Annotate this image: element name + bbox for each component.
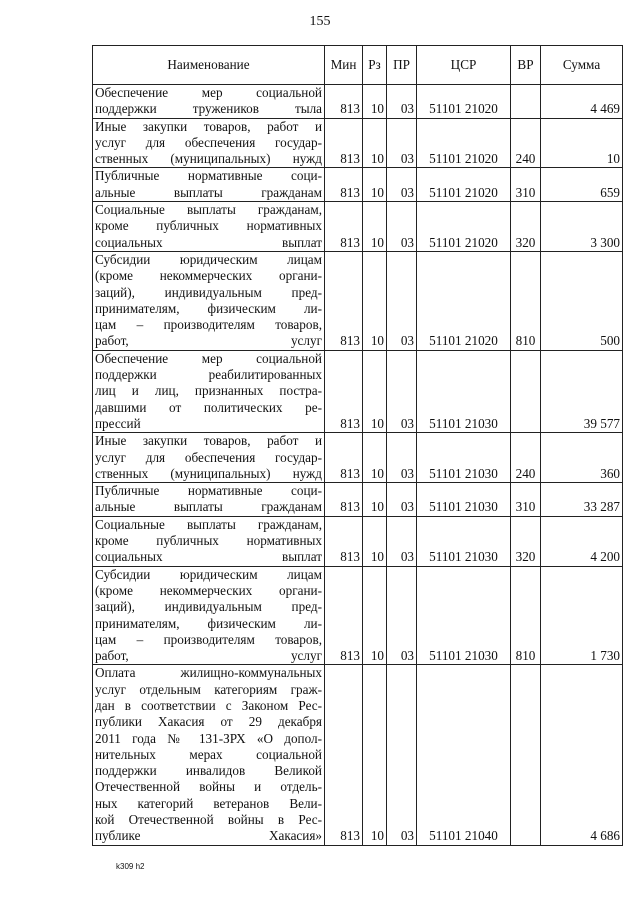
cell-sum: 39 577 xyxy=(541,350,623,432)
cell-pr: 03 xyxy=(387,251,417,350)
cell-name: Иные закупки товаров, работ и услуг для обеспечения государ- ственных (муниципальных) нужд xyxy=(93,118,325,168)
header-rz: Рз xyxy=(363,46,387,85)
cell-min: 813 xyxy=(325,118,363,168)
header-min: Мин xyxy=(325,46,363,85)
cell-pr: 03 xyxy=(387,483,417,517)
table-row xyxy=(93,516,623,566)
cell-rz: 10 xyxy=(363,350,387,432)
cell-csr: 51101 21020 xyxy=(417,202,511,252)
table-row xyxy=(93,118,623,168)
cell-vr xyxy=(511,85,541,119)
cell-rz: 10 xyxy=(363,516,387,566)
cell-vr: 310 xyxy=(511,168,541,202)
cell-vr: 240 xyxy=(511,118,541,168)
cell-rz: 10 xyxy=(363,118,387,168)
page-number: 155 xyxy=(309,14,331,29)
cell-name: Иные закупки товаров, работ и услуг для обеспечения государ- ственных (муниципальных) нужд xyxy=(93,433,325,483)
cell-min: 813 xyxy=(325,566,363,665)
table-row xyxy=(93,433,623,483)
cell-pr: 03 xyxy=(387,665,417,845)
cell-vr xyxy=(511,350,541,432)
cell-sum: 360 xyxy=(541,433,623,483)
cell-name: Обеспечение мер социальной поддержки реабилитированных лиц и лиц, признанных постра- давшими от политических ре- прессий xyxy=(93,350,325,432)
cell-csr: 51101 21030 xyxy=(417,433,511,483)
cell-rz: 10 xyxy=(363,433,387,483)
cell-vr xyxy=(511,665,541,845)
header-name: Наименование xyxy=(93,46,325,85)
cell-name: Субсидии юридическим лицам (кроме некоммерческих органи- заций), индивидуальным пред- принимателям, физическим ли- цам – производителям товаров, работ, услуг xyxy=(93,566,325,665)
cell-pr: 03 xyxy=(387,168,417,202)
cell-name: Оплата жилищно-коммунальных услуг отдельным категориям граж- дан в соответствии с Законом Рес- публики Хакасия от 29 декабря 2011 года № 131-ЗРХ «О допол- нительных мерах социальной поддержки инвалидов Великой Отечественной войны и отдель- ных категорий ветеранов Вели- кой Отечественной войны в Рес- публике Хакасия» xyxy=(93,665,325,845)
cell-pr: 03 xyxy=(387,433,417,483)
table-header-row xyxy=(93,46,623,85)
header-sum: Сумма xyxy=(541,46,623,85)
cell-min: 813 xyxy=(325,251,363,350)
cell-name: Социальные выплаты гражданам, кроме публичных нормативных социальных выплат xyxy=(93,516,325,566)
cell-vr: 810 xyxy=(511,566,541,665)
cell-rz: 10 xyxy=(363,566,387,665)
cell-sum: 4 469 xyxy=(541,85,623,119)
cell-pr: 03 xyxy=(387,350,417,432)
budget-table xyxy=(92,45,623,846)
cell-rz: 10 xyxy=(363,483,387,517)
cell-csr: 51101 21030 xyxy=(417,566,511,665)
table-row xyxy=(93,251,623,350)
cell-rz: 10 xyxy=(363,168,387,202)
table-row xyxy=(93,566,623,665)
cell-name: Социальные выплаты гражданам, кроме публичных нормативных социальных выплат xyxy=(93,202,325,252)
cell-sum: 10 xyxy=(541,118,623,168)
cell-rz: 10 xyxy=(363,251,387,350)
cell-sum: 500 xyxy=(541,251,623,350)
table-row xyxy=(93,85,623,119)
cell-name: Публичные нормативные соци- альные выплаты гражданам xyxy=(93,483,325,517)
cell-csr: 51101 21030 xyxy=(417,516,511,566)
cell-sum: 3 300 xyxy=(541,202,623,252)
cell-pr: 03 xyxy=(387,566,417,665)
cell-rz: 10 xyxy=(363,202,387,252)
table-row xyxy=(93,665,623,845)
cell-min: 813 xyxy=(325,665,363,845)
cell-pr: 03 xyxy=(387,516,417,566)
cell-min: 813 xyxy=(325,350,363,432)
cell-vr: 810 xyxy=(511,251,541,350)
header-pr: ПР xyxy=(387,46,417,85)
cell-rz: 10 xyxy=(363,665,387,845)
cell-csr: 51101 21030 xyxy=(417,350,511,432)
cell-csr: 51101 21020 xyxy=(417,251,511,350)
cell-min: 813 xyxy=(325,168,363,202)
table-row xyxy=(93,202,623,252)
cell-sum: 1 730 xyxy=(541,566,623,665)
header-vr: ВР xyxy=(511,46,541,85)
cell-csr: 51101 21040 xyxy=(417,665,511,845)
cell-min: 813 xyxy=(325,433,363,483)
cell-min: 813 xyxy=(325,202,363,252)
cell-rz: 10 xyxy=(363,85,387,119)
cell-min: 813 xyxy=(325,483,363,517)
cell-name: Субсидии юридическим лицам (кроме некоммерческих органи- заций), индивидуальным пред- принимателям, физическим ли- цам – производителям товаров, работ, услуг xyxy=(93,251,325,350)
cell-vr: 320 xyxy=(511,516,541,566)
cell-csr: 51101 21020 xyxy=(417,85,511,119)
cell-name: Обеспечение мер социальной поддержки тружеников тыла xyxy=(93,85,325,119)
cell-pr: 03 xyxy=(387,202,417,252)
cell-sum: 4 200 xyxy=(541,516,623,566)
cell-vr: 310 xyxy=(511,483,541,517)
cell-min: 813 xyxy=(325,85,363,119)
cell-csr: 51101 21020 xyxy=(417,118,511,168)
cell-sum: 659 xyxy=(541,168,623,202)
cell-csr: 51101 21030 xyxy=(417,483,511,517)
cell-min: 813 xyxy=(325,516,363,566)
footer-code: k309 h2 xyxy=(116,862,145,871)
cell-pr: 03 xyxy=(387,118,417,168)
cell-pr: 03 xyxy=(387,85,417,119)
cell-vr: 240 xyxy=(511,433,541,483)
header-csr: ЦСР xyxy=(417,46,511,85)
cell-vr: 320 xyxy=(511,202,541,252)
cell-sum: 4 686 xyxy=(541,665,623,845)
table-row xyxy=(93,483,623,517)
table-row xyxy=(93,350,623,432)
cell-name: Публичные нормативные соци- альные выплаты гражданам xyxy=(93,168,325,202)
cell-csr: 51101 21020 xyxy=(417,168,511,202)
table-row xyxy=(93,168,623,202)
cell-sum: 33 287 xyxy=(541,483,623,517)
